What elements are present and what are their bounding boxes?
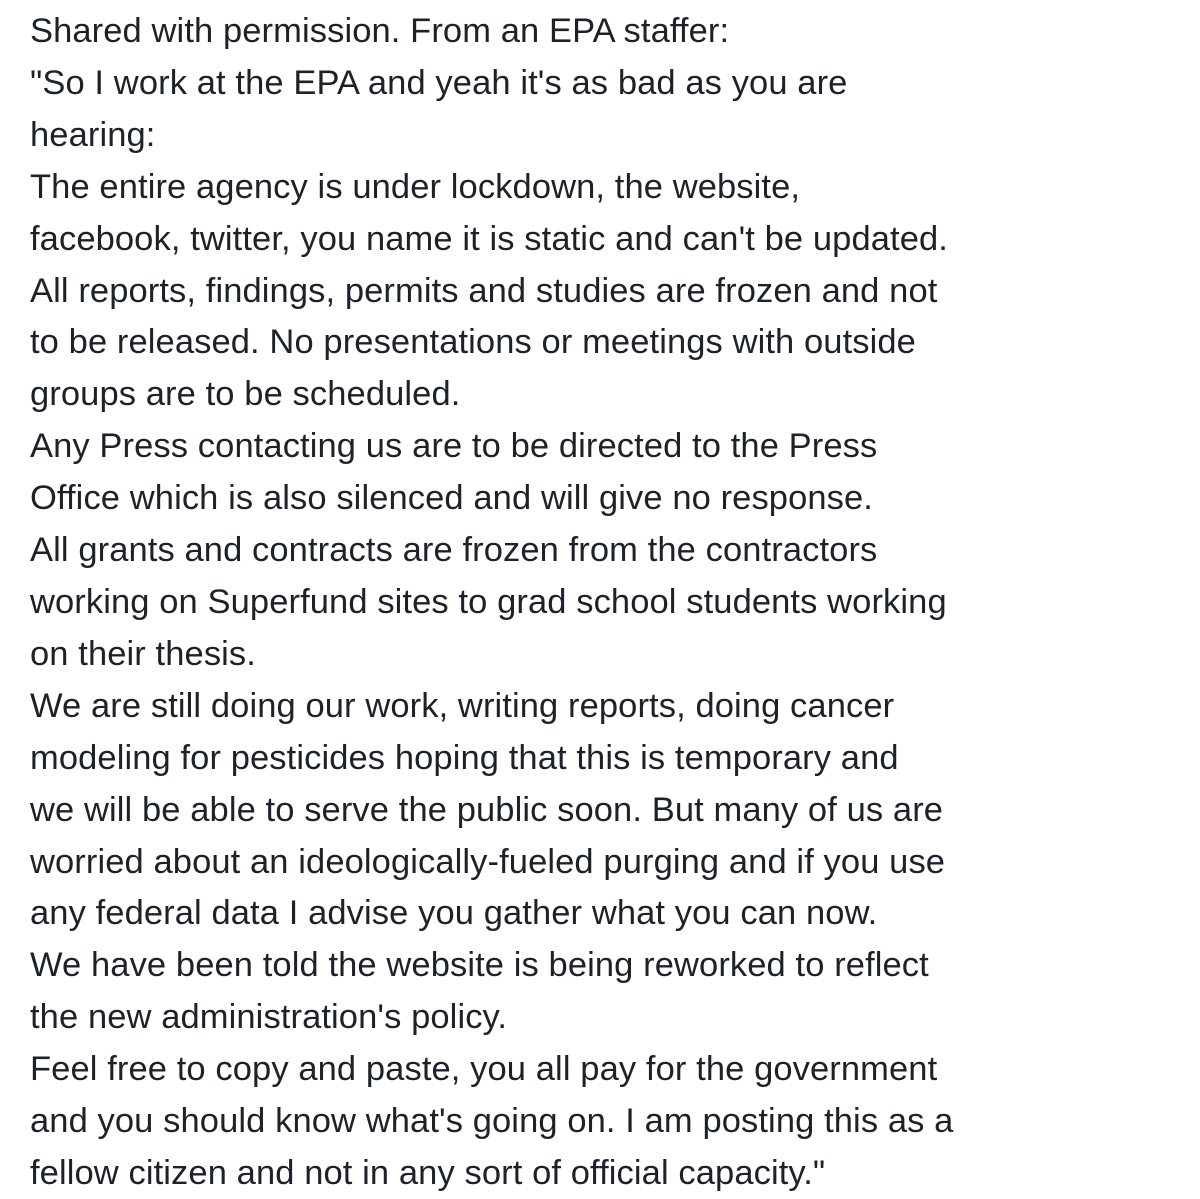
- post-line: any federal data I advise you gather what you can now.: [30, 894, 878, 933]
- post-line: on their thesis.: [30, 634, 256, 673]
- post-line: groups are to be scheduled.: [30, 375, 461, 414]
- post-line: Feel free to copy and paste, you all pay for the government: [30, 1050, 938, 1089]
- post-line: and you should know what's going on. I am posting this as a: [30, 1102, 954, 1141]
- post-line: the new administration's policy.: [30, 998, 508, 1037]
- post-line: "So I work at the EPA and yeah it's as bad as you are: [30, 63, 848, 102]
- post-line: facebook, twitter, you name it is static and can't be updated.: [30, 219, 948, 258]
- post-line: All grants and contracts are frozen from the contractors: [30, 531, 878, 570]
- post-line: working on Superfund sites to grad school students working: [30, 582, 947, 621]
- post-body: [30, 6, 1195, 1199]
- post-line: to be released. No presentations or meetings with outside: [30, 323, 916, 362]
- post-line: we will be able to serve the public soon. But many of us are: [30, 790, 944, 829]
- post-line: worried about an ideologically-fueled purging and if you use: [30, 842, 946, 881]
- post-line: We are still doing our work, writing reports, doing cancer: [30, 686, 895, 725]
- post-line: The entire agency is under lockdown, the website,: [30, 167, 801, 206]
- post-line: fellow citizen and not in any sort of official capacity.": [30, 1153, 826, 1192]
- post-line: Office which is also silenced and will give no response.: [30, 479, 873, 518]
- post-line: All reports, findings, permits and studies are frozen and not: [30, 271, 938, 310]
- post-line: hearing:: [30, 115, 156, 154]
- post-line: modeling for pesticides hoping that this is temporary and: [30, 738, 899, 777]
- post-line: We have been told the website is being reworked to reflect: [30, 946, 929, 985]
- post-line: Shared with permission. From an EPA staffer:: [30, 12, 730, 50]
- post-line: Any Press contacting us are to be directed to the Press: [30, 427, 878, 466]
